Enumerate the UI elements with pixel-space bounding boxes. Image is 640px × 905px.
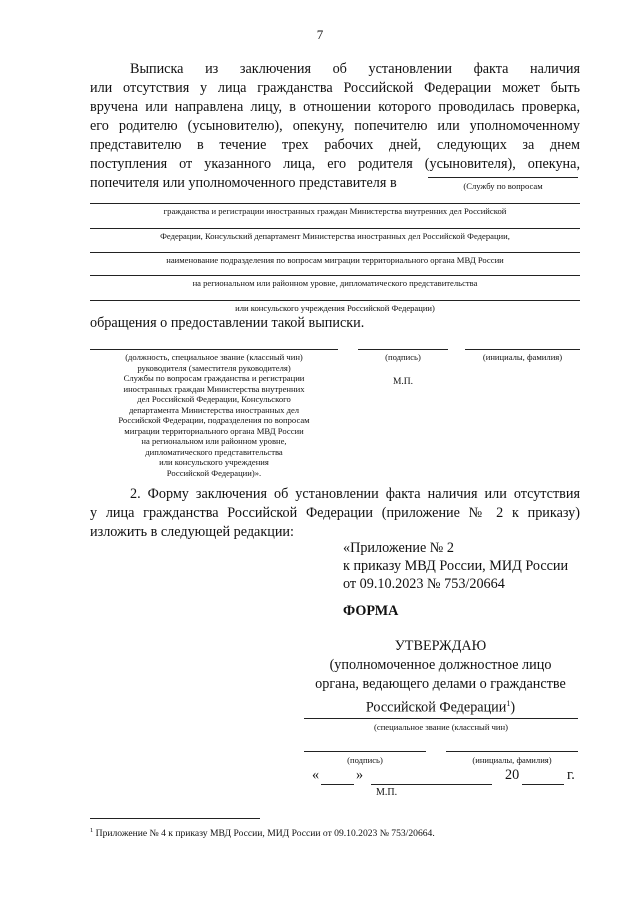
date-year-suffix: г. [567,767,575,783]
caption-line: гражданства и регистрации иностранных граждан Министерства внутренних дел Российской [163,206,507,216]
caption-line: наименование подразделения по вопросам миграции территориального органа МВД России [166,255,504,265]
paragraph-ending: обращения о предоставлении такой выписки. [90,315,365,331]
paragraph-form [90,485,580,542]
fill-line [428,177,578,178]
date-close-quote: » [356,767,364,783]
fill-line [90,228,580,229]
text-line: его родителю (усыновителю), опекуну, попечителю или уполномоченному [90,118,580,134]
date-month-line [371,784,492,785]
approval-block: УТВЕРЖДАЮ (уполномоченное должностное лицо органа, ведающего делами о гражданстве Российской Федерации$^1$) [304,637,577,718]
text-line: изложить в следующей редакции: [90,524,294,540]
text-line: или отсутствия у лица гражданства Российской Федерации может быть [90,80,580,96]
date-day-line [321,784,354,785]
date-year-prefix: 20 [505,767,520,783]
signature-line [358,349,448,350]
text-line: попечителя или уполномоченного представителя в [90,175,397,191]
caption-line: на региональном или районном уровне, дипломатического представительства [192,278,478,288]
page-number: 7 [316,27,324,42]
date-open-quote: « [312,767,320,783]
footnote-ref: 1 [506,699,511,708]
approve-signature-caption: (подпись) [347,755,383,765]
fill-line [90,203,580,204]
text-line: вручена или направлена лицу, в отношении которого проводилась проверка, [90,99,580,115]
text-line: Выписка из заключения об установлении факта наличия [130,61,580,77]
signature-caption: (подпись) [385,352,421,362]
name-line [465,349,580,350]
footnote-separator [90,818,260,819]
date-year-line [522,784,564,785]
text-line: 2. Форму заключения об установлении факта наличия или отсутствия [130,486,580,502]
rank-caption: (специальное звание (классный чин) [374,722,508,732]
fill-line [90,300,580,301]
fill-line [90,252,580,253]
fill-line [90,275,580,276]
approve-signature-line [304,751,426,752]
form-title: ФОРМА [343,603,399,619]
paragraph-extract [90,60,580,193]
text-line: представителю в течение трех рабочих дней, следующих за днем [90,137,580,153]
approve-name-line [446,751,578,752]
position-line [90,349,338,350]
caption-line: или консульского учреждения Российской Федерации) [235,303,435,313]
rank-line [304,718,578,719]
footnote: $^1$ Приложение № 4 к приказу МВД России, МИД России от 09.10.2023 № 753/20664. [90,827,435,840]
position-caption: (должность, специальное звание (классный чин) руководителя (заместителя руководителя) Службы по вопросам гражданства и регистрации иностранных граждан Министерства внутренних дел Российской Федерации, Консульского департамента Министерства иностранных дел Российской Федерации, подразделения по вопросам миграции территориального органа МВД России на региональном или районном уровне, дипломатического представительства или консульского учреждения Российской Федерации)». [118,352,310,478]
approve-stamp-label: М.П. [376,787,398,798]
approve-title: УТВЕРЖДАЮ [394,638,487,654]
caption-service: (Службу по вопросам [463,181,543,191]
approve-name-caption: (инициалы, фамилия) [472,755,552,765]
caption-line: Федерации, Консульский департамент Министерства иностранных дел Российской Федерации, [160,231,510,241]
text-line: у лица гражданства Российской Федерации (приложение № 2 к приказу) [90,505,580,521]
stamp-label: М.П. [392,377,414,387]
text-line: поступления от указанного лица, его родителя (усыновителя), опекуна, [90,156,580,172]
appendix-reference: «Приложение № 2 к приказу МВД России, МИД России от 09.10.2023 № 753/20664 [343,540,569,592]
name-caption: (инициалы, фамилия) [482,352,563,362]
